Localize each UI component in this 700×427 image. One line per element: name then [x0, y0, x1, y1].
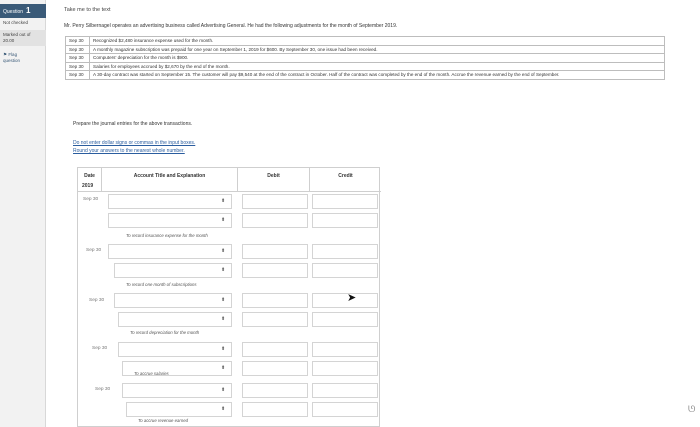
adjustments-table — [65, 36, 665, 80]
question-header — [0, 4, 46, 18]
debit-input[interactable] — [242, 342, 308, 357]
debit-input[interactable] — [242, 383, 308, 398]
entry-date: Sep 30 — [89, 298, 105, 303]
instructions: Prepare the journal entries for the above transactions. — [73, 121, 193, 127]
debit-input[interactable] — [242, 402, 308, 417]
credit-input[interactable] — [312, 263, 378, 278]
credit-input[interactable] — [312, 213, 378, 228]
entry-memo: To record depreciation for the month — [130, 330, 200, 335]
debit-input[interactable] — [242, 213, 308, 228]
entry-date: Sep 30 — [86, 248, 102, 253]
debit-input[interactable] — [242, 361, 308, 376]
debit-input[interactable] — [242, 194, 308, 209]
credit-column-header: Credit — [310, 168, 381, 192]
account-select[interactable] — [108, 194, 232, 209]
entry-date: Sep 30 — [83, 197, 99, 202]
credit-input[interactable] — [312, 402, 378, 417]
chevron-updown-icon: ⬍ — [221, 406, 226, 412]
entry-memo: To record insurance expense for the month — [126, 233, 208, 238]
debit-input[interactable] — [242, 263, 308, 278]
marked-out-of-label: Marked out of — [3, 32, 31, 37]
journal-entry-table — [77, 167, 380, 427]
chevron-updown-icon: ⬍ — [221, 198, 226, 204]
journal-year: 2019 — [82, 183, 94, 189]
adjustment-text: A 30-day contract was started on September 15. The customer will pay $9,540 at the end of the contract in October. Half of the contract was completed by the end of the month. Accrue the revenue earned by the end of September. — [90, 71, 665, 80]
take-me-to-text-link[interactable]: Take me to the text — [64, 7, 111, 13]
credit-input[interactable] — [312, 383, 378, 398]
chevron-updown-icon: ⬍ — [221, 267, 226, 273]
swirl-icon[interactable]: ᘎ — [688, 404, 696, 414]
adjustment-text: A monthly magazine subscription was prepaid for one year on September 1, 2019 for $600. By September 30, one issue had been received. — [90, 45, 665, 54]
entry-memo: To accrue revenue earned — [138, 418, 189, 423]
credit-input[interactable] — [312, 194, 378, 209]
account-select[interactable] — [118, 312, 232, 327]
adjustment-text: Computers' depreciation for the month is $900. — [90, 54, 665, 63]
question-label: Question — [3, 9, 24, 15]
note-rounding: Round your answers to the nearest whole number. — [73, 148, 185, 154]
adjustment-date: Sep 30 — [66, 62, 90, 71]
question-content — [60, 0, 700, 427]
entry-date: Sep 30 — [92, 346, 108, 351]
account-select[interactable] — [126, 402, 232, 417]
credit-input[interactable] — [312, 312, 378, 327]
table-row — [66, 71, 665, 80]
chevron-updown-icon: ⬍ — [221, 297, 226, 303]
question-status: Not checked — [3, 20, 29, 25]
chevron-updown-icon: ⬍ — [221, 387, 226, 393]
table-row — [66, 62, 665, 71]
question-sidebar — [0, 0, 46, 427]
adjustment-date: Sep 30 — [66, 45, 90, 54]
debit-input[interactable] — [242, 312, 308, 327]
table-row — [66, 37, 665, 46]
chevron-updown-icon: ⬍ — [221, 346, 226, 352]
debit-column-header: Debit — [238, 168, 310, 192]
debit-input[interactable] — [242, 293, 308, 308]
flag-question-button[interactable] — [3, 52, 20, 64]
entry-date: Sep 30 — [95, 387, 111, 392]
account-select[interactable] — [114, 293, 232, 308]
date-column-header: Date 2019 — [78, 168, 102, 192]
adjustment-date: Sep 30 — [66, 37, 90, 46]
account-select[interactable] — [114, 263, 232, 278]
adjustment-date: Sep 30 — [66, 71, 90, 80]
credit-input[interactable] — [312, 293, 378, 308]
entry-memo: To accrue salaries — [134, 371, 169, 376]
adjustment-text: Salaries for employees accrued by $2,670 by the end of the month. — [90, 62, 665, 71]
credit-input[interactable] — [312, 342, 378, 357]
flag-label: Flag — [8, 52, 18, 57]
account-select[interactable] — [108, 244, 232, 259]
adjustment-date: Sep 30 — [66, 54, 90, 63]
chevron-updown-icon: ⬍ — [221, 365, 226, 371]
table-row — [66, 54, 665, 63]
account-select[interactable] — [122, 383, 232, 398]
chevron-updown-icon: ⬍ — [221, 217, 226, 223]
flag-sub-label: question — [3, 58, 21, 63]
table-row — [66, 45, 665, 54]
note-no-dollar-signs: Do not enter dollar signs or commas in the input boxes. — [73, 140, 196, 146]
question-number: 1 — [26, 6, 31, 15]
mouse-cursor-icon: ➤ — [347, 292, 357, 304]
flag-icon: ⚑ — [3, 52, 8, 57]
question-marks — [0, 30, 46, 46]
question-points: 20.00 — [3, 38, 15, 43]
account-select[interactable] — [108, 213, 232, 228]
chevron-updown-icon: ⬍ — [221, 316, 226, 322]
account-column-header: Account Title and Explanation — [102, 168, 238, 192]
credit-input[interactable] — [312, 244, 378, 259]
account-select[interactable] — [118, 342, 232, 357]
credit-input[interactable] — [312, 361, 378, 376]
adjustment-text: Recognized $2,480 insurance expense used for the month. — [90, 37, 665, 46]
entry-memo: To record one month of subscriptions — [126, 282, 197, 287]
question-intro: Mr. Perry Silbernagel operates an advertising business called Advertising General. He had the following adjustments for the month of September 2019. — [64, 23, 398, 29]
debit-input[interactable] — [242, 244, 308, 259]
chevron-updown-icon: ⬍ — [221, 248, 226, 254]
